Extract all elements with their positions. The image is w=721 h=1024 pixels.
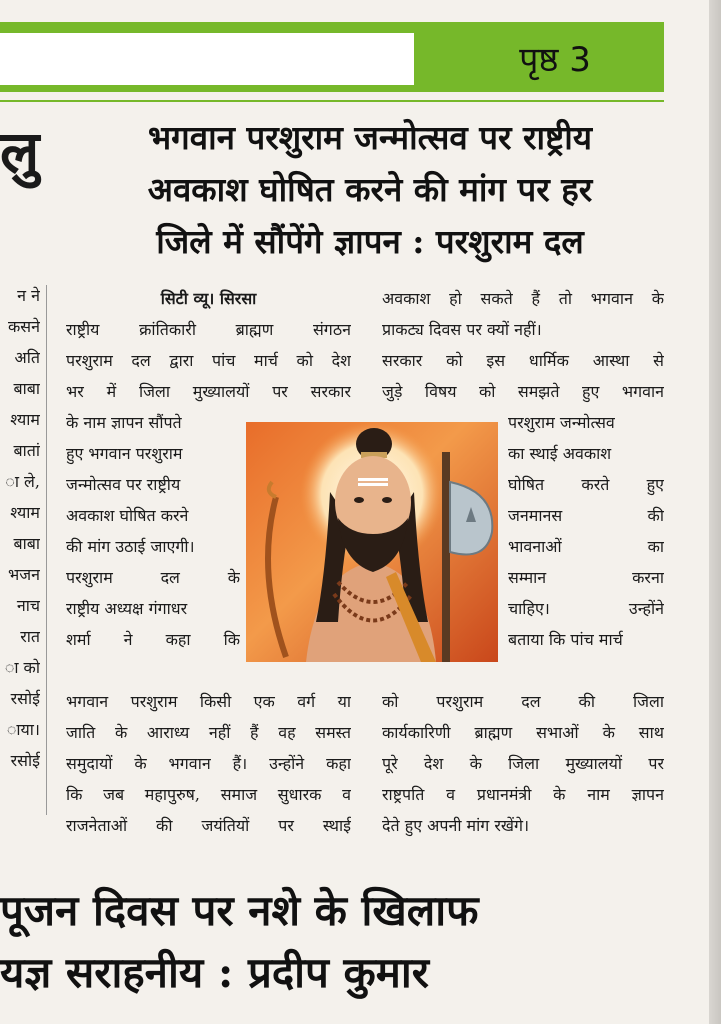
article-line: भावनाओं का (508, 537, 664, 556)
header-blank-box (0, 33, 414, 85)
next-headline-line: यज्ञ सराहनीय : प्रदीप कुमार (0, 948, 429, 997)
article-line: के नाम ज्ञापन सौंपते (66, 413, 182, 432)
article-line: की मांग उठाई जाएगी। (66, 537, 195, 556)
article-line: अवकाश घोषित करने (66, 506, 189, 525)
prev-story-line: न ने (17, 286, 40, 305)
article-line: पूरे देश के जिला मुख्यालयों पर (382, 754, 664, 773)
article-line: राष्ट्रपति व प्रधानमंत्री के नाम ज्ञापन (382, 785, 664, 804)
prev-story-line: ाया। (6, 720, 40, 739)
prev-story-line: नाच (16, 596, 40, 615)
article-line: देते हुए अपनी मांग रखेंगे। (382, 816, 530, 835)
article-line: हुए भगवान परशुराम (66, 444, 183, 463)
article-line: राष्ट्रीय अध्यक्ष गंगाधर (66, 599, 188, 618)
prev-story-headline-fragment: लु (0, 118, 40, 186)
prev-story-line: श्याम (10, 410, 40, 429)
article-line: राजनेताओं की जयंतियों पर स्थाई (66, 816, 351, 835)
prev-story-line: बाबा (13, 379, 40, 398)
prev-story-line: ा को (4, 658, 40, 677)
article-line: परशुराम जन्मोत्सव (508, 413, 615, 432)
article-line: शर्मा ने कहा कि (66, 630, 240, 649)
header-rule (0, 100, 664, 102)
article-line: भर में जिला मुख्यालयों पर सरकार (66, 382, 351, 401)
prev-story-line: रात (20, 627, 40, 646)
article-column-2-bottom (382, 686, 664, 841)
article-line: सरकार को इस धार्मिक आस्था से (382, 351, 664, 370)
article-line: को परशुराम दल की जिला (382, 692, 664, 711)
article-line: जाति के आराध्य नहीं हैं वह समस्त (66, 723, 351, 742)
article-line: चाहिए। उन्होंने (508, 599, 664, 618)
article-line: का स्थाई अवकाश (508, 444, 612, 463)
article-column-1-bottom (66, 686, 351, 841)
article-line: परशुराम दल के (66, 568, 240, 587)
prev-story-line: श्याम (10, 503, 40, 522)
article-line: परशुराम दल द्वारा पांच मार्च को देश (66, 351, 351, 370)
page-edge (709, 0, 721, 1024)
prev-story-line: कसने (8, 317, 40, 336)
prev-story-column (0, 280, 40, 820)
article-line: समुदायों के भगवान हैं। उन्होंने कहा (66, 754, 351, 773)
article-line: कि जब महापुरुष, समाज सुधारक व (66, 785, 351, 804)
parshuram-illustration (246, 422, 498, 662)
article-line: जन्मोत्सव पर राष्ट्रीय (66, 475, 181, 494)
article-line: प्राकट्य दिवस पर क्यों नहीं। (382, 320, 542, 339)
article-line: घोषित करते हुए (508, 475, 664, 494)
prev-story-line: रसोई (10, 689, 40, 708)
prev-story-line: ा ले, (5, 472, 40, 491)
article-byline: सिटी व्यू। सिरसा (160, 289, 257, 308)
prev-story-line: भजन (7, 565, 40, 584)
prev-story-line: रसोई (10, 751, 40, 770)
headline-line: भगवान परशुराम जन्मोत्सव पर राष्ट्रीय (147, 118, 592, 157)
article-line: बताया कि पांच मार्च (508, 630, 623, 649)
next-story-headline (0, 880, 700, 1020)
prev-story-line: बातां (13, 441, 40, 460)
parshuram-illustration-svg (246, 422, 498, 662)
article-line: कार्यकारिणी ब्राह्मण सभाओं के साथ (382, 723, 664, 742)
prev-story-line: बाबा (13, 534, 40, 553)
article-column-1-wrap (66, 407, 240, 655)
article-headline (70, 112, 670, 272)
article-line: भगवान परशुराम किसी एक वर्ग या (66, 692, 351, 711)
headline-line: अवकाश घोषित करने की मांग पर हर (147, 170, 593, 209)
article-line: जुड़े विषय को समझते हुए भगवान (382, 382, 664, 401)
page-number-label: पृष्ठ 3 (519, 40, 591, 80)
article-line: अवकाश हो सकते हैं तो भगवान के (382, 289, 664, 308)
article-column-1-top (66, 283, 351, 407)
next-headline-line: पूजन दिवस पर नशे के खिलाफ (0, 886, 479, 935)
article-line: सम्मान करना (508, 568, 664, 587)
headline-line: जिले में सौंपेंगे ज्ञापन : परशुराम दल (156, 222, 584, 261)
article-column-2-top (382, 283, 664, 407)
column-divider (46, 285, 47, 815)
article-line: राष्ट्रीय क्रांतिकारी ब्राह्मण संगठन (66, 320, 351, 339)
article-line: जनमानस की (508, 506, 664, 525)
prev-story-line: अति (14, 348, 40, 367)
article-column-2-wrap (508, 407, 664, 655)
